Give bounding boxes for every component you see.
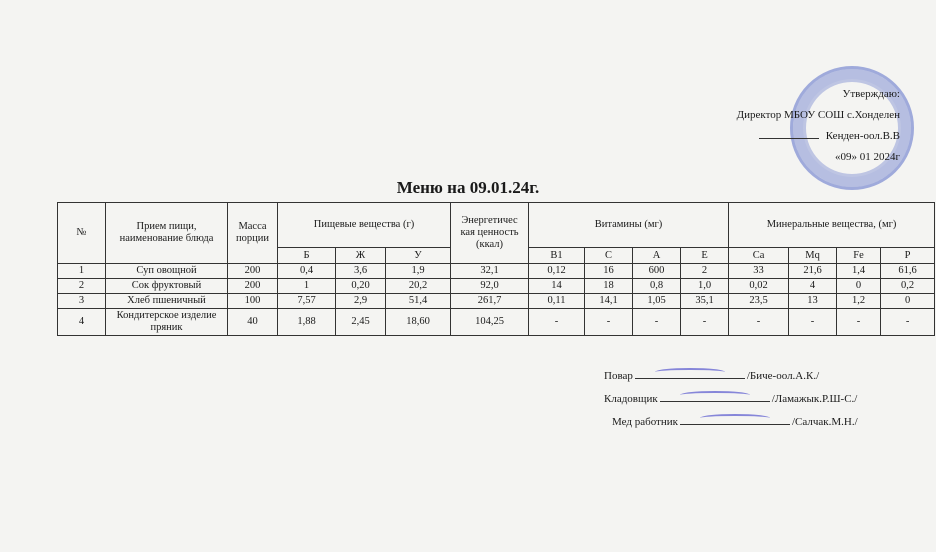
- signature-line: [635, 364, 745, 379]
- table-cell: 0: [837, 279, 881, 294]
- table-cell: 0,20: [336, 279, 386, 294]
- table-cell: 14: [529, 279, 585, 294]
- table-cell: 18,60: [386, 309, 451, 336]
- table-cell: 0,2: [881, 279, 935, 294]
- table-cell: 100: [228, 294, 278, 309]
- subheader-cell: C: [585, 248, 633, 264]
- table-cell: -: [681, 309, 729, 336]
- menu-table: [57, 202, 935, 336]
- subheader-cell: Ж: [336, 248, 386, 264]
- table-cell: 3: [58, 294, 106, 309]
- signature-name: /Ламажык.Р.Ш-С./: [771, 393, 858, 405]
- subheader-cell: Fe: [837, 248, 881, 264]
- table-cell: 0,12: [529, 264, 585, 279]
- header-energy: Энергетичес кая ценность (ккал): [451, 203, 529, 264]
- header-mass: Масса порции: [228, 203, 278, 264]
- signature-row-medic: [604, 410, 904, 433]
- header-vitamins: Витамины (мг): [529, 203, 729, 248]
- table-cell: 1: [278, 279, 336, 294]
- table-cell: 4: [58, 309, 106, 336]
- table-body: [58, 264, 935, 336]
- table-cell: 1: [58, 264, 106, 279]
- subheader-cell: B1: [529, 248, 585, 264]
- table-cell: 0,4: [278, 264, 336, 279]
- signature-block: [604, 364, 904, 433]
- approval-date-month: 01: [859, 151, 871, 163]
- signature-row-storekeeper: [604, 387, 904, 410]
- table-cell: -: [633, 309, 681, 336]
- table-cell: 14,1: [585, 294, 633, 309]
- table-cell: 200: [228, 264, 278, 279]
- table-cell: 1,0: [681, 279, 729, 294]
- table-cell: 32,1: [451, 264, 529, 279]
- table-cell: 51,4: [386, 294, 451, 309]
- header-num: №: [58, 203, 106, 264]
- signature-role: Мед работник: [612, 416, 678, 428]
- table-cell: 13: [789, 294, 837, 309]
- table-cell: 61,6: [881, 264, 935, 279]
- table-cell: 0: [881, 294, 935, 309]
- page-title: Меню на 09.01.24г.: [396, 178, 540, 197]
- table-cell: -: [585, 309, 633, 336]
- subheader-cell: Б: [278, 248, 336, 264]
- approval-director-name: Кенден-оол.В.В: [825, 130, 900, 142]
- table-cell: 104,25: [451, 309, 529, 336]
- signature-name: /Биче-оол.А.К./: [746, 370, 820, 382]
- table-cell: 0,02: [729, 279, 789, 294]
- subheader-cell: Mq: [789, 248, 837, 264]
- table-cell: 3,6: [336, 264, 386, 279]
- table-cell: 0,11: [529, 294, 585, 309]
- approval-block: [660, 84, 900, 168]
- approval-date: [660, 147, 900, 168]
- table-cell: 92,0: [451, 279, 529, 294]
- table-cell: 2,45: [336, 309, 386, 336]
- table-cell: 1,88: [278, 309, 336, 336]
- table-cell: 35,1: [681, 294, 729, 309]
- signature-role: Повар: [604, 370, 633, 382]
- table-cell: -: [837, 309, 881, 336]
- table-cell: 4: [789, 279, 837, 294]
- table-cell: 1,2: [837, 294, 881, 309]
- subheader-cell: A: [633, 248, 681, 264]
- table-cell: 2,9: [336, 294, 386, 309]
- approval-date-day: «09»: [834, 151, 857, 163]
- table-header-row: [58, 203, 935, 248]
- approval-director: Директор МБОУ СОШ с.Хонделен: [736, 109, 900, 121]
- table-cell: 20,2: [386, 279, 451, 294]
- signature-line: [660, 387, 770, 402]
- subheader-cell: Ca: [729, 248, 789, 264]
- table-cell: 1,05: [633, 294, 681, 309]
- table-cell: Сок фруктовый: [106, 279, 228, 294]
- table-cell: 21,6: [789, 264, 837, 279]
- subheader-cell: P: [881, 248, 935, 264]
- table-cell: 2: [681, 264, 729, 279]
- header-nutrients: Пищевые вещества (г): [278, 203, 451, 248]
- table-cell: -: [529, 309, 585, 336]
- subheader-cell: E: [681, 248, 729, 264]
- table-row: [58, 294, 935, 309]
- table-cell: 23,5: [729, 294, 789, 309]
- approval-heading: Утверждаю:: [842, 88, 900, 100]
- table-row: [58, 309, 935, 336]
- table-cell: 2: [58, 279, 106, 294]
- table-cell: 7,57: [278, 294, 336, 309]
- table-cell: 33: [729, 264, 789, 279]
- signature-name: /Салчак.М.Н./: [791, 416, 858, 428]
- header-minerals: Минеральные вещества, (мг): [729, 203, 935, 248]
- signature-role: Кладовщик: [604, 393, 658, 405]
- table-cell: 1,9: [386, 264, 451, 279]
- table-cell: -: [789, 309, 837, 336]
- subheader-cell: У: [386, 248, 451, 264]
- table-cell: Суп овощной: [106, 264, 228, 279]
- table-cell: Кондитерское изделие пряник: [106, 309, 228, 336]
- table-cell: 600: [633, 264, 681, 279]
- signature-line: [680, 410, 790, 425]
- table-row: [58, 279, 935, 294]
- approval-signature-row: [660, 126, 900, 147]
- table-cell: 200: [228, 279, 278, 294]
- table-cell: 16: [585, 264, 633, 279]
- table-cell: -: [729, 309, 789, 336]
- table-cell: 40: [228, 309, 278, 336]
- table-cell: 1,4: [837, 264, 881, 279]
- table-cell: -: [881, 309, 935, 336]
- signature-row-cook: [604, 364, 904, 387]
- table-cell: 18: [585, 279, 633, 294]
- table-row: [58, 264, 935, 279]
- table-cell: Хлеб пшеничный: [106, 294, 228, 309]
- header-meal: Прием пищи, наименование блюда: [106, 203, 228, 264]
- director-signature: [759, 126, 819, 139]
- table-cell: 0,8: [633, 279, 681, 294]
- approval-date-year: 2024г: [873, 151, 900, 163]
- table-cell: 261,7: [451, 294, 529, 309]
